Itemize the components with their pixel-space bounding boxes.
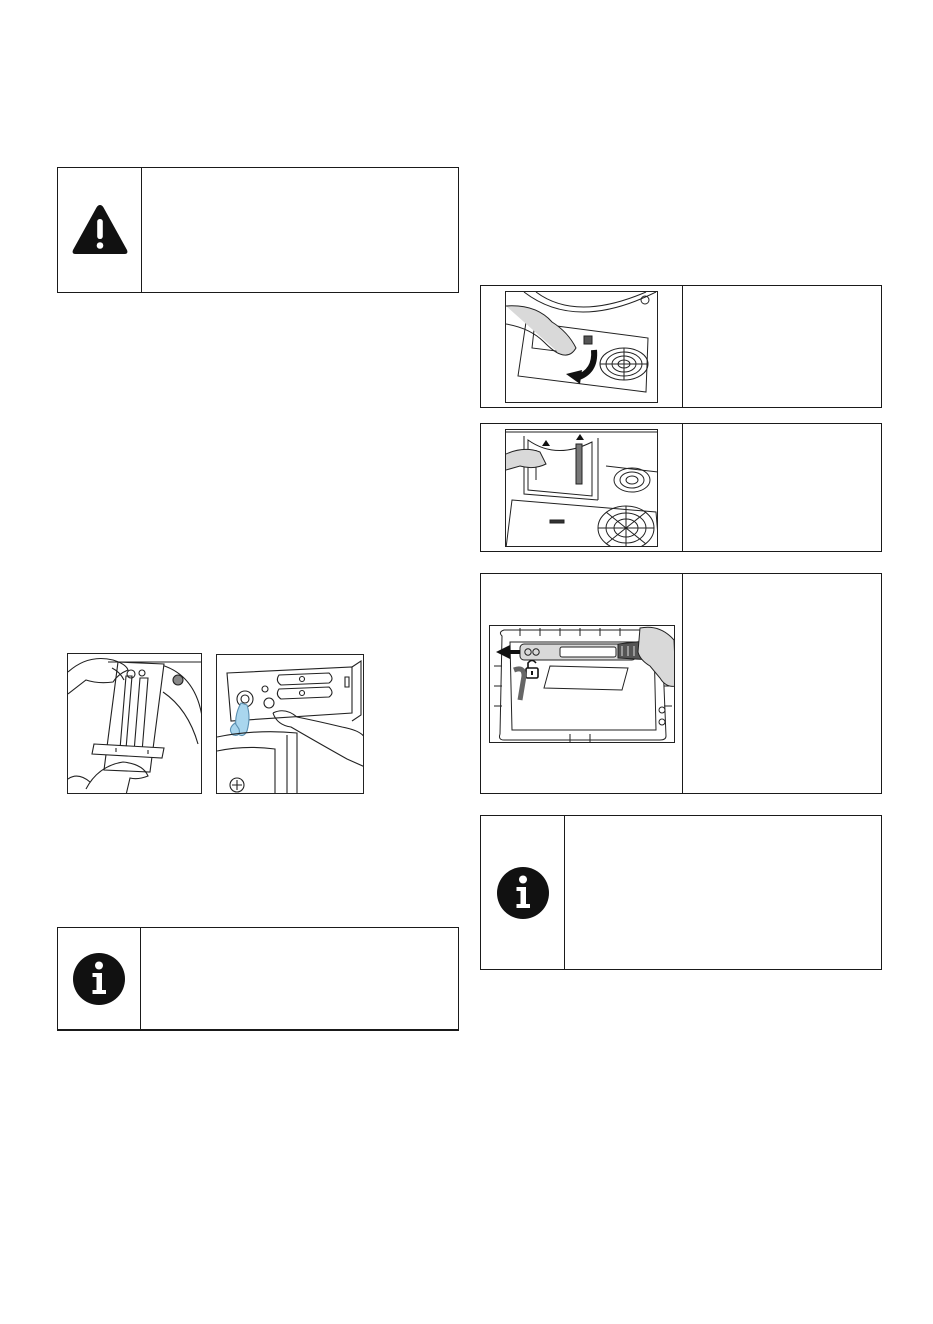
info-circle-icon bbox=[496, 866, 550, 920]
warning-icon-cell bbox=[58, 168, 142, 292]
step-box-clean-filter bbox=[480, 573, 882, 794]
info-icon-cell-right bbox=[481, 816, 565, 969]
info-circle-icon bbox=[72, 952, 126, 1006]
info-icon-cell-left bbox=[58, 928, 141, 1029]
step-box-pull-filter bbox=[480, 423, 882, 552]
warning-notice-box bbox=[57, 167, 459, 293]
step-image-cell-3 bbox=[481, 574, 683, 793]
step-image-cell-1 bbox=[481, 286, 683, 407]
step-image-cell-2 bbox=[481, 424, 683, 551]
clean-filter-illustration bbox=[489, 625, 675, 743]
step-box-open-cover bbox=[480, 285, 882, 408]
pull-filter-illustration bbox=[505, 429, 658, 547]
open-cover-illustration bbox=[505, 291, 658, 403]
info-notice-box-left bbox=[57, 927, 459, 1031]
warning-triangle-icon bbox=[70, 202, 130, 258]
drawer-rinsing-illustration bbox=[216, 654, 364, 794]
info-notice-box-right bbox=[480, 815, 882, 970]
drawer-removal-illustration bbox=[67, 653, 202, 794]
